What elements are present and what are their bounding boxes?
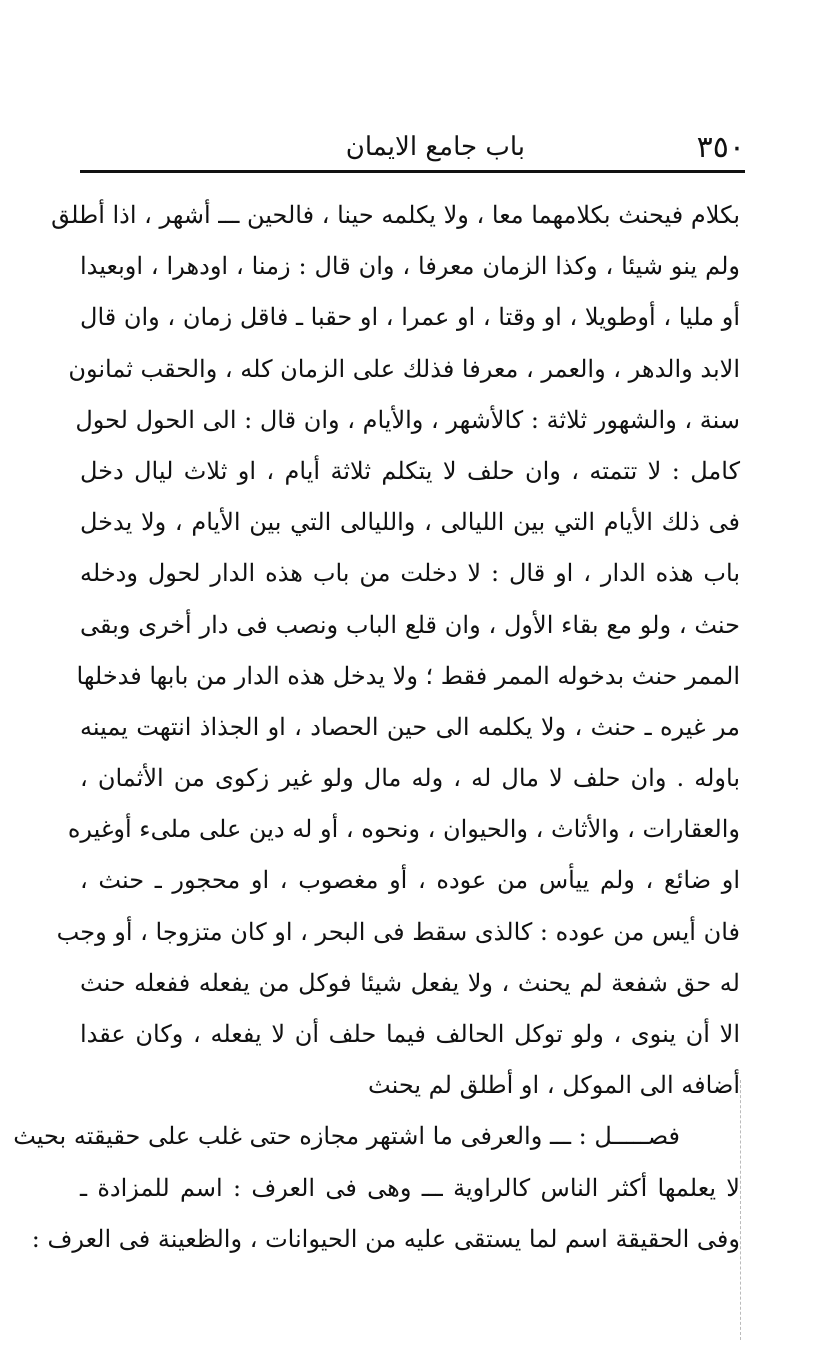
text-line: لا يعلمها أكثر الناس كالراوية ـــ وهى فى العرف : اسم للمزادة ـ	[80, 1173, 740, 1202]
text-line: او ضائع ، ولم ييأس من عوده ، أو مغصوب ، او محجور ـ حنث ،	[80, 866, 740, 895]
text-line: كامل : لا تتمته ، وان حلف لا يتكلم ثلاثة أيام ، او ثلاث ليال دخل	[80, 456, 740, 485]
text-line: ولم ينو شيئا ، وكذا الزمان معرفا ، وان قال : زمنا ، اودهرا ، اوبعيدا	[80, 252, 740, 281]
header-rule	[80, 170, 745, 173]
text-line-section-start: فصـــــل : ـــ والعرفى ما اشتهر مجازه حتى غلب على حقيقته بحيث	[13, 1122, 680, 1151]
text-line: سنة ، والشهور ثلاثة : كالأشهر ، والأيام ، وان قال : الى الحول لحول	[75, 405, 740, 434]
text-line: مر غيره ـ حنث ، ولا يكلمه الى حين الحصاد ، او الجذاذ انتهت يمينه	[80, 712, 740, 741]
text-line-paragraph-end: أضافه الى الموكل ، او أطلق لم يحنث	[368, 1071, 740, 1100]
margin-scan-mark	[740, 1080, 741, 1340]
text-line: فى ذلك الأيام التي بين الليالى ، والليالى التي بين الأيام ، ولا يدخل	[80, 508, 740, 537]
body-text	[13, 190, 740, 1265]
text-line: بكلام فيحنث بكلامهما معا ، ولا يكلمه حينا ، فالحين ـــ أشهر ، اذا أطلق	[51, 201, 740, 229]
text-line: حنث ، ولو مع بقاء الأول ، وان قلع الباب ونصب فى دار أخرى وبقى	[80, 610, 740, 639]
text-line: وفى الحقيقة اسم لما يستقى عليه من الحيوانات ، والظعينة فى العرف :	[31, 1224, 740, 1253]
running-title: باب جامع الايمان	[345, 132, 525, 162]
text-line: فان أيس من عوده : كالذى سقط فى البحر ، او كان متزوجا ، أو وجب	[56, 917, 740, 946]
page-number: ٣٥٠	[696, 130, 745, 165]
text-line: الا أن ينوى ، ولو توكل الحالف فيما حلف أن لا يفعله ، وكان عقدا	[80, 1020, 740, 1048]
text-line: والعقارات ، والأثاث ، والحيوان ، ونحوه ، أو له دين على ملىء أوغيره	[67, 815, 740, 844]
page-header	[85, 128, 745, 168]
text-line: الابد والدهر ، والعمر ، معرفا فذلك على الزمان كله ، والحقب ثمانون	[68, 354, 740, 383]
text-line: أو مليا ، أوطويلا ، او وقتا ، او عمرا ، او حقبا ـ فاقل زمان ، وان قال	[80, 303, 740, 332]
text-line: الممر حنث بدخوله الممر فقط ؛ ولا يدخل هذه الدار من بابها فدخلها	[76, 661, 740, 690]
text-line: له حق شفعة لم يحنث ، ولا يفعل شيئا فوكل من يفعله ففعله حنث	[80, 968, 740, 997]
text-line: باوله . وان حلف لا مال له ، وله مال ولو غير زكوى من الأثمان ،	[80, 764, 740, 793]
text-line: باب هذه الدار ، او قال : لا دخلت من باب هذه الدار لحول ودخله	[80, 559, 740, 588]
